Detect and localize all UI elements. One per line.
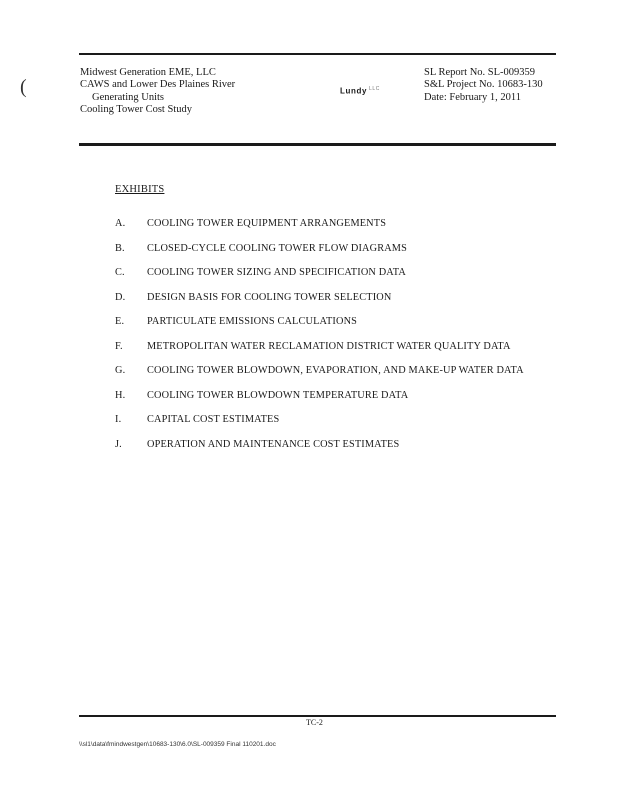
header-top-rule [79, 53, 556, 55]
exhibit-title: COOLING TOWER BLOWDOWN TEMPERATURE DATA [147, 389, 409, 401]
header-left-block [80, 67, 235, 116]
page-number: TC-2 [306, 718, 323, 727]
header-units: Generating Units [92, 91, 165, 103]
exhibit-title: METROPOLITAN WATER RECLAMATION DISTRICT WATER QUALITY DATA [147, 340, 511, 352]
exhibit-letter: G. [115, 365, 126, 376]
exhibit-letter: H. [115, 389, 126, 401]
logo-text: Lundy [340, 86, 367, 96]
exhibit-letter: I. [115, 414, 122, 425]
exhibit-letter: J. [115, 438, 122, 450]
exhibit-letter: D. [115, 291, 126, 303]
footer-rule [79, 715, 556, 717]
report-date: Date: February 1, 2011 [424, 91, 522, 103]
exhibit-letter: B. [115, 242, 125, 254]
exhibit-letter: C. [115, 267, 125, 278]
exhibit-title: COOLING TOWER BLOWDOWN, EVAPORATION, AND MAKE-UP WATER DATA [147, 365, 524, 376]
exhibit-title: OPERATION AND MAINTENANCE COST ESTIMATES [147, 438, 400, 450]
exhibit-title: COOLING TOWER SIZING AND SPECIFICATION DATA [147, 267, 406, 278]
header-right-block [424, 67, 543, 104]
exhibit-letter: F. [115, 340, 123, 352]
exhibit-title: CAPITAL COST ESTIMATES [147, 414, 280, 425]
header-bottom-rule [79, 143, 556, 146]
exhibit-title: COOLING TOWER EQUIPMENT ARRANGEMENTS [147, 218, 387, 229]
exhibit-title: PARTICULATE EMISSIONS CALCULATIONS [147, 316, 358, 327]
file-path: \\sl1\data\fmindwestgen\10683-130\6.0\SL-009359 Final 110201.doc [79, 741, 276, 748]
section-title: EXHIBITS [115, 184, 165, 195]
company-logo [340, 86, 380, 96]
logo-suffix: LLC [369, 86, 380, 92]
exhibit-title: DESIGN BASIS FOR COOLING TOWER SELECTION [147, 291, 392, 303]
header-study: Cooling Tower Cost Study [80, 103, 192, 115]
header-project: CAWS and Lower Des Plaines River [80, 79, 236, 91]
exhibit-letter: A. [115, 218, 126, 229]
exhibit-title: CLOSED-CYCLE COOLING TOWER FLOW DIAGRAMS [147, 242, 407, 254]
report-number: SL Report No. SL-009359 [424, 67, 536, 78]
project-number: S&L Project No. 10683-130 [424, 79, 543, 91]
margin-mark: ( [20, 76, 27, 98]
header-company: Midwest Generation EME, LLC [80, 67, 216, 78]
exhibit-letter: E. [115, 316, 125, 327]
